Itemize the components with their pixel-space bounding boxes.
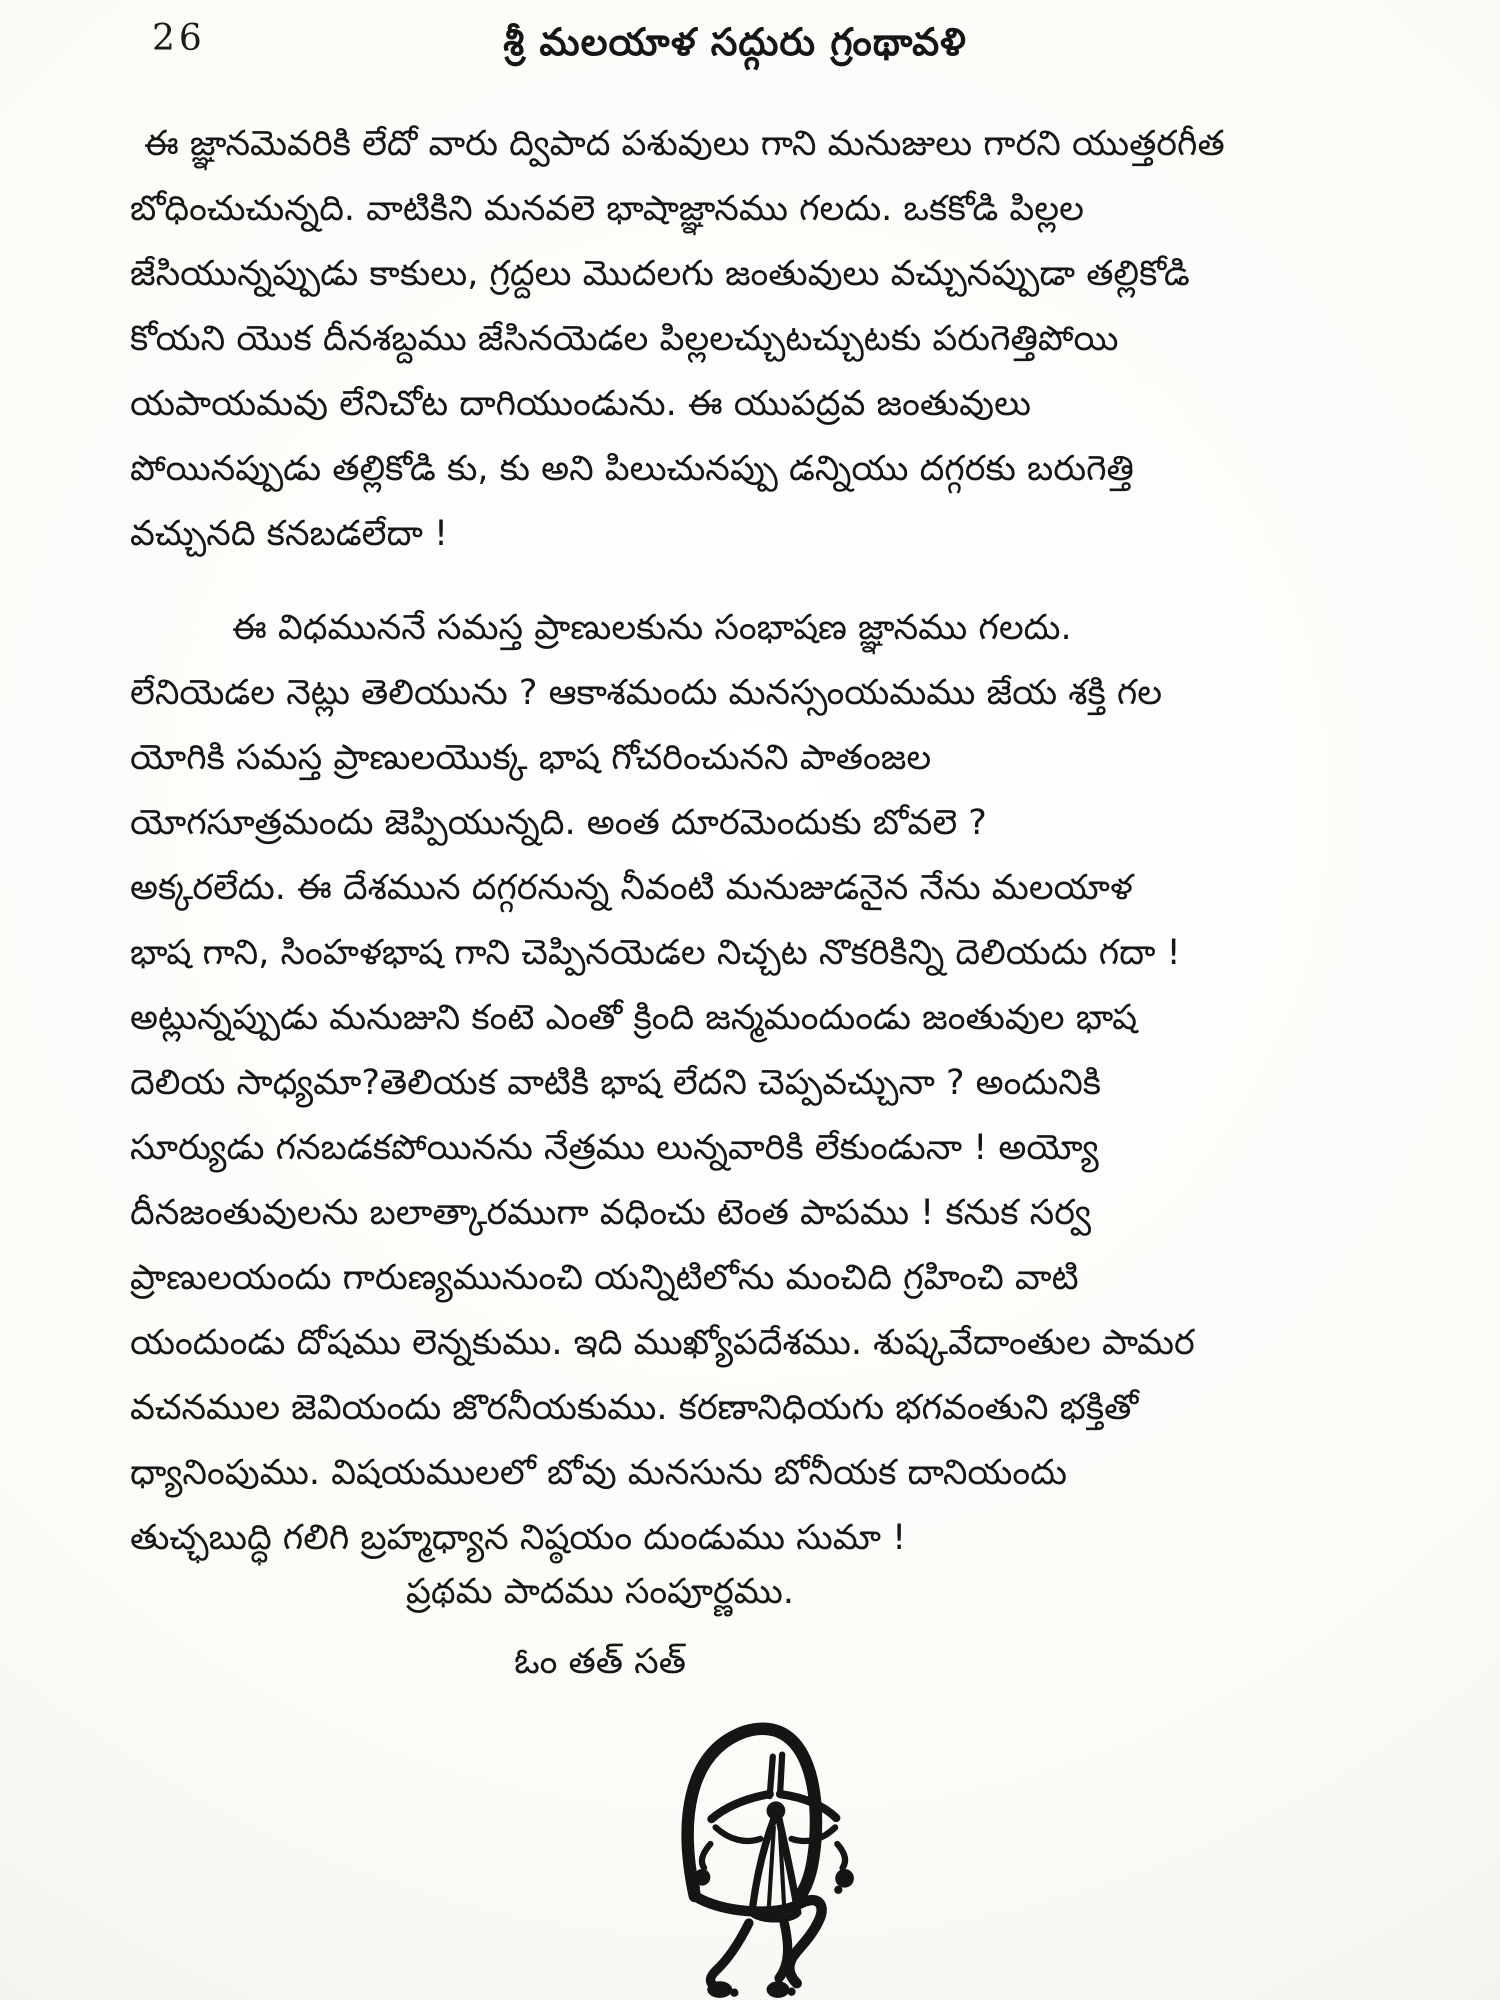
body-line: అక్కరలేదు. ఈ దేశమున దగ్గరనున్న నీవంటి మనుజుడనైన నేను మలయాళ	[130, 868, 1133, 908]
body-line: యోగసూత్రమందు జెప్పియున్నది. అంత దూరమెందుకు బోవలె ?	[130, 803, 987, 843]
body-line: యందుండు దోషము లెన్నకుము. ఇది ముఖ్యోపదేశము. శుష్కవేదాంతుల పామర	[130, 1323, 1195, 1363]
body-line: సూర్యుడు గనబడకపోయినను నేత్రము లున్నవారికి లేకుండునా ! అయ్యో	[130, 1128, 1099, 1168]
page-header-title: శ్రీ మలయాళ సద్గురు గ్రంథావళి	[503, 20, 967, 64]
body-line: ధ్యానింపుము. విషయములలో బోవు మనసును బోనీయక దానియందు	[130, 1453, 1067, 1493]
body-line: యోగికి సమస్త ప్రాణులయొక్క భాష గోచరించునని పాతంజల	[130, 738, 932, 778]
paragraph-2	[130, 596, 1392, 1571]
namaste-woman-illustration	[618, 1688, 938, 2000]
body-line: బోధించుచున్నది. వాటికిని మనవలె భాషాజ్ఞానము గలదు. ఒకకోడి పిల్లల	[130, 189, 1084, 229]
body-line: వచ్చునది కనబడలేదా !	[130, 514, 449, 554]
om-tat-sat-line: ఓం తత్ సత్	[514, 1642, 686, 1682]
body-line: ఈ జ్ఞానమెవరికి లేదో వారు ద్విపాద పశువులు గాని మనుజులు గారని యుత్తరగీత	[144, 124, 1225, 164]
body-line: కోయని యొక దీనశబ్దము జేసినయెడల పిల్లలచ్చుటచ్చుటకు పరుగెత్తిపోయి	[130, 319, 1119, 359]
body-line: ప్రాణులయందు గారుణ్యమునుంచి యన్నిటిలోను మంచిది గ్రహించి వాటి	[130, 1258, 1079, 1298]
page-number: 26	[152, 18, 206, 59]
body-line: దెలియ సాధ్యమా?తెలియక వాటికి భాష లేదని చెప్పవచ్చునా ? అందునికి	[130, 1063, 1102, 1103]
body-line: వచనముల జెవియందు జొరనీయకుము. కరణానిధియగు భగవంతుని భక్తితో	[130, 1388, 1139, 1428]
body-text	[130, 112, 1392, 1571]
body-line: అట్లున్నప్పుడు మనుజుని కంటె ఎంతో క్రింది జన్మమందుండు జంతువుల భాష	[130, 998, 1138, 1038]
paragraph-1	[130, 112, 1392, 567]
chapter-end-line: ప్రథమ పాదము సంపూర్ణము.	[406, 1572, 794, 1612]
body-line: తుచ్ఛబుద్ధి గలిగి బ్రహ్మధ్యాన నిష్ఠయం దుండుము సుమా !	[130, 1518, 907, 1558]
body-line: యపాయమవు లేనిచోట దాగియుండును. ఈ యుపద్రవ జంతువులు	[130, 384, 1032, 424]
body-line: పోయినప్పుడు తల్లికోడి కు, కు అని పిలుచునప్పు డన్నియు దగ్గరకు బరుగెత్తి	[130, 449, 1134, 489]
body-line: జేసియున్నప్పుడు కాకులు, గ్రద్దలు మొదలగు జంతువులు వచ్చునప్పుడా తల్లికోడి	[130, 254, 1190, 294]
body-line: ఈ విధముననే సమస్త ప్రాణులకును సంభాషణ జ్ఞానము గలదు.	[232, 608, 1072, 648]
body-line: భాష గాని, సింహళభాష గాని చెప్పినయెడల నిచ్చట నొకరికిన్ని దెలియదు గదా !	[130, 933, 1181, 973]
body-line: లేనియెడల నెట్లు తెలియును ? ఆకాశమందు మనస్సంయమము జేయ శక్తి గల	[130, 673, 1163, 713]
body-line: దీనజంతువులను బలాత్కారముగా వధించు టెంత పాపము ! కనుక సర్వ	[130, 1193, 1092, 1233]
